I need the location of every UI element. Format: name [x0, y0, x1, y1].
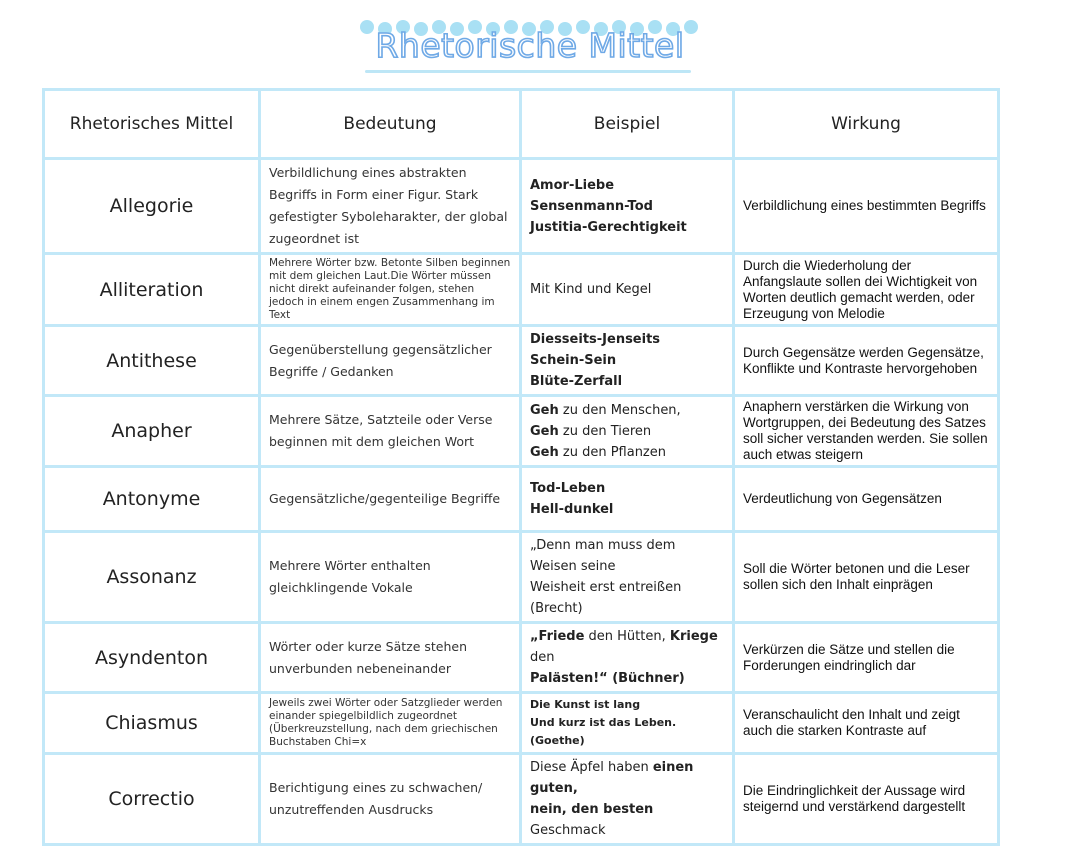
table-header-row — [44, 90, 999, 159]
example-segment: Geh — [530, 402, 559, 418]
cell-name: Chiasmus — [44, 693, 260, 754]
example-segment: Geh — [530, 444, 559, 460]
example-segment: den — [530, 650, 555, 665]
cell-example — [521, 396, 734, 467]
page-title: Rhetorische Mittel — [375, 26, 685, 65]
cell-example — [521, 532, 734, 623]
example-segment: „Friede — [530, 629, 585, 644]
example-segment: „Denn man muss dem Weisen seine — [530, 538, 676, 574]
table-row — [44, 159, 999, 254]
cell-effect: Verkürzen die Sätze und stellen die Forderungen eindringlich dar — [734, 623, 999, 693]
cell-effect: Verbildlichung eines bestimmten Begriffs — [734, 159, 999, 254]
example-line — [530, 350, 724, 371]
example-segment: Geschmack — [530, 823, 606, 838]
cell-name: Asyndenton — [44, 623, 260, 693]
cell-meaning: Wörter oder kurze Sätze stehen unverbunden nebeneinander — [260, 623, 521, 693]
example-line — [530, 577, 724, 619]
example-segment: Kriege — [669, 629, 718, 644]
example-line — [530, 442, 724, 463]
cell-meaning: Berichtigung eines zu schwachen/ unzutreffenden Ausdrucks — [260, 754, 521, 845]
example-line — [530, 478, 724, 499]
cell-example — [521, 159, 734, 254]
example-line — [530, 799, 724, 841]
example-line — [530, 196, 724, 217]
cell-name: Antonyme — [44, 467, 260, 532]
table-row — [44, 532, 999, 623]
cell-effect: Die Eindringlichkeit der Aussage wird steigernd und verstärkend dargestellt — [734, 754, 999, 845]
example-segment: Diese Äpfel haben — [530, 760, 653, 775]
cell-effect: Veranschaulicht den Inhalt und zeigt auch die starken Kontraste auf — [734, 693, 999, 754]
example-line — [530, 499, 724, 520]
cell-example — [521, 467, 734, 532]
example-segment: Palästen!“ (Büchner) — [530, 671, 685, 686]
example-line — [530, 279, 724, 300]
table-row — [44, 693, 999, 754]
cell-effect: Anaphern verstärken die Wirkung von Wortgruppen, dei Bedeutung des Satzes soll sicher verstanden werden. Sie sollen auch etwas steigern — [734, 396, 999, 467]
example-line — [530, 668, 724, 689]
cell-effect: Soll die Wörter betonen und die Leser sollen sich den Inhalt einprägen — [734, 532, 999, 623]
table-row — [44, 623, 999, 693]
cell-meaning: Verbildlichung eines abstrakten Begriffs in Form einer Figur. Stark gefestigter Syboleharakter, der global zugeordnet ist — [260, 159, 521, 254]
table-row — [44, 396, 999, 467]
cell-example — [521, 326, 734, 396]
table-row — [44, 254, 999, 326]
example-segment: Geh — [530, 423, 559, 439]
example-line — [530, 421, 724, 442]
cell-name: Assonanz — [44, 532, 260, 623]
cell-name: Anapher — [44, 396, 260, 467]
example-segment: Blüte-Zerfall — [530, 374, 623, 389]
cell-effect: Durch Gegensätze werden Gegensätze, Konflikte und Kontraste hervorgehoben — [734, 326, 999, 396]
rhetoric-table — [42, 88, 1000, 846]
cell-example — [521, 754, 734, 845]
example-segment: zu den Tieren — [558, 423, 652, 439]
cell-meaning: Jeweils zwei Wörter oder Satzglieder werden einander spiegelbildlich zugeordnet (Überkreuzstellung, nach dem griechischen Buchstaben Chi=x — [260, 693, 521, 754]
example-segment: den Hütten, — [584, 629, 670, 644]
title-underline — [365, 70, 691, 73]
example-line — [530, 696, 724, 714]
example-segment: Die Kunst ist lang — [530, 698, 641, 711]
example-line — [530, 535, 724, 577]
example-segment: einen guten, — [530, 760, 694, 796]
cell-meaning: Mehrere Wörter enthalten gleichklingende Vokale — [260, 532, 521, 623]
example-line — [530, 400, 724, 421]
example-line — [530, 175, 724, 196]
header-beispiel: Beispiel — [521, 90, 734, 159]
example-segment: Sensenmann-Tod — [530, 198, 653, 214]
header-rhetorisches-mittel: Rhetorisches Mittel — [44, 90, 260, 159]
example-segment: Und kurz ist das Leben. (Goethe) — [530, 716, 677, 747]
cell-name: Alliteration — [44, 254, 260, 326]
cell-example — [521, 254, 734, 326]
example-line — [530, 329, 724, 350]
example-segment: Justitia-Gerechtigkeit — [530, 219, 687, 235]
cell-effect: Verdeutlichung von Gegensätzen — [734, 467, 999, 532]
example-line — [530, 371, 724, 392]
example-segment: Diesseits-Jenseits — [530, 332, 661, 347]
cell-meaning: Gegensätzliche/gegenteilige Begriffe — [260, 467, 521, 532]
cell-example — [521, 693, 734, 754]
example-segment: Schein-Sein — [530, 353, 617, 368]
header-bedeutung: Bedeutung — [260, 90, 521, 159]
cell-meaning: Gegenüberstellung gegensätzlicher Begriffe / Gedanken — [260, 326, 521, 396]
title-area — [0, 8, 1080, 78]
cell-example — [521, 623, 734, 693]
cell-meaning: Mehrere Wörter bzw. Betonte Silben beginnen mit dem gleichen Laut.Die Wörter müssen nicht direkt aufeinander folgen, stehen jedoch in einem engen Zusammenhang im Text — [260, 254, 521, 326]
example-segment: zu den Pflanzen — [558, 444, 666, 460]
example-segment: zu den Menschen, — [558, 402, 681, 418]
example-line — [530, 217, 724, 238]
example-segment: Weisheit erst entreißen (Brecht) — [530, 580, 682, 616]
example-segment: Amor-Liebe — [530, 177, 615, 193]
cell-meaning: Mehrere Sätze, Satzteile oder Verse beginnen mit dem gleichen Wort — [260, 396, 521, 467]
cell-effect: Durch die Wiederholung der Anfangslaute sollen dei Wichtigkeit von Worten deutlich gemacht werden, oder Erzeugung von Melodie — [734, 254, 999, 326]
cell-name: Correctio — [44, 754, 260, 845]
example-line — [530, 714, 724, 750]
example-segment: Mit Kind und Kegel — [530, 282, 652, 297]
cell-name: Antithese — [44, 326, 260, 396]
example-segment: Tod-Leben — [530, 481, 606, 496]
cell-name: Allegorie — [44, 159, 260, 254]
example-line — [530, 626, 724, 668]
table-row — [44, 467, 999, 532]
example-segment: Hell-dunkel — [530, 502, 614, 517]
example-line — [530, 757, 724, 799]
header-wirkung: Wirkung — [734, 90, 999, 159]
table-row — [44, 754, 999, 845]
table-row — [44, 326, 999, 396]
example-segment: nein, den besten — [530, 802, 654, 817]
